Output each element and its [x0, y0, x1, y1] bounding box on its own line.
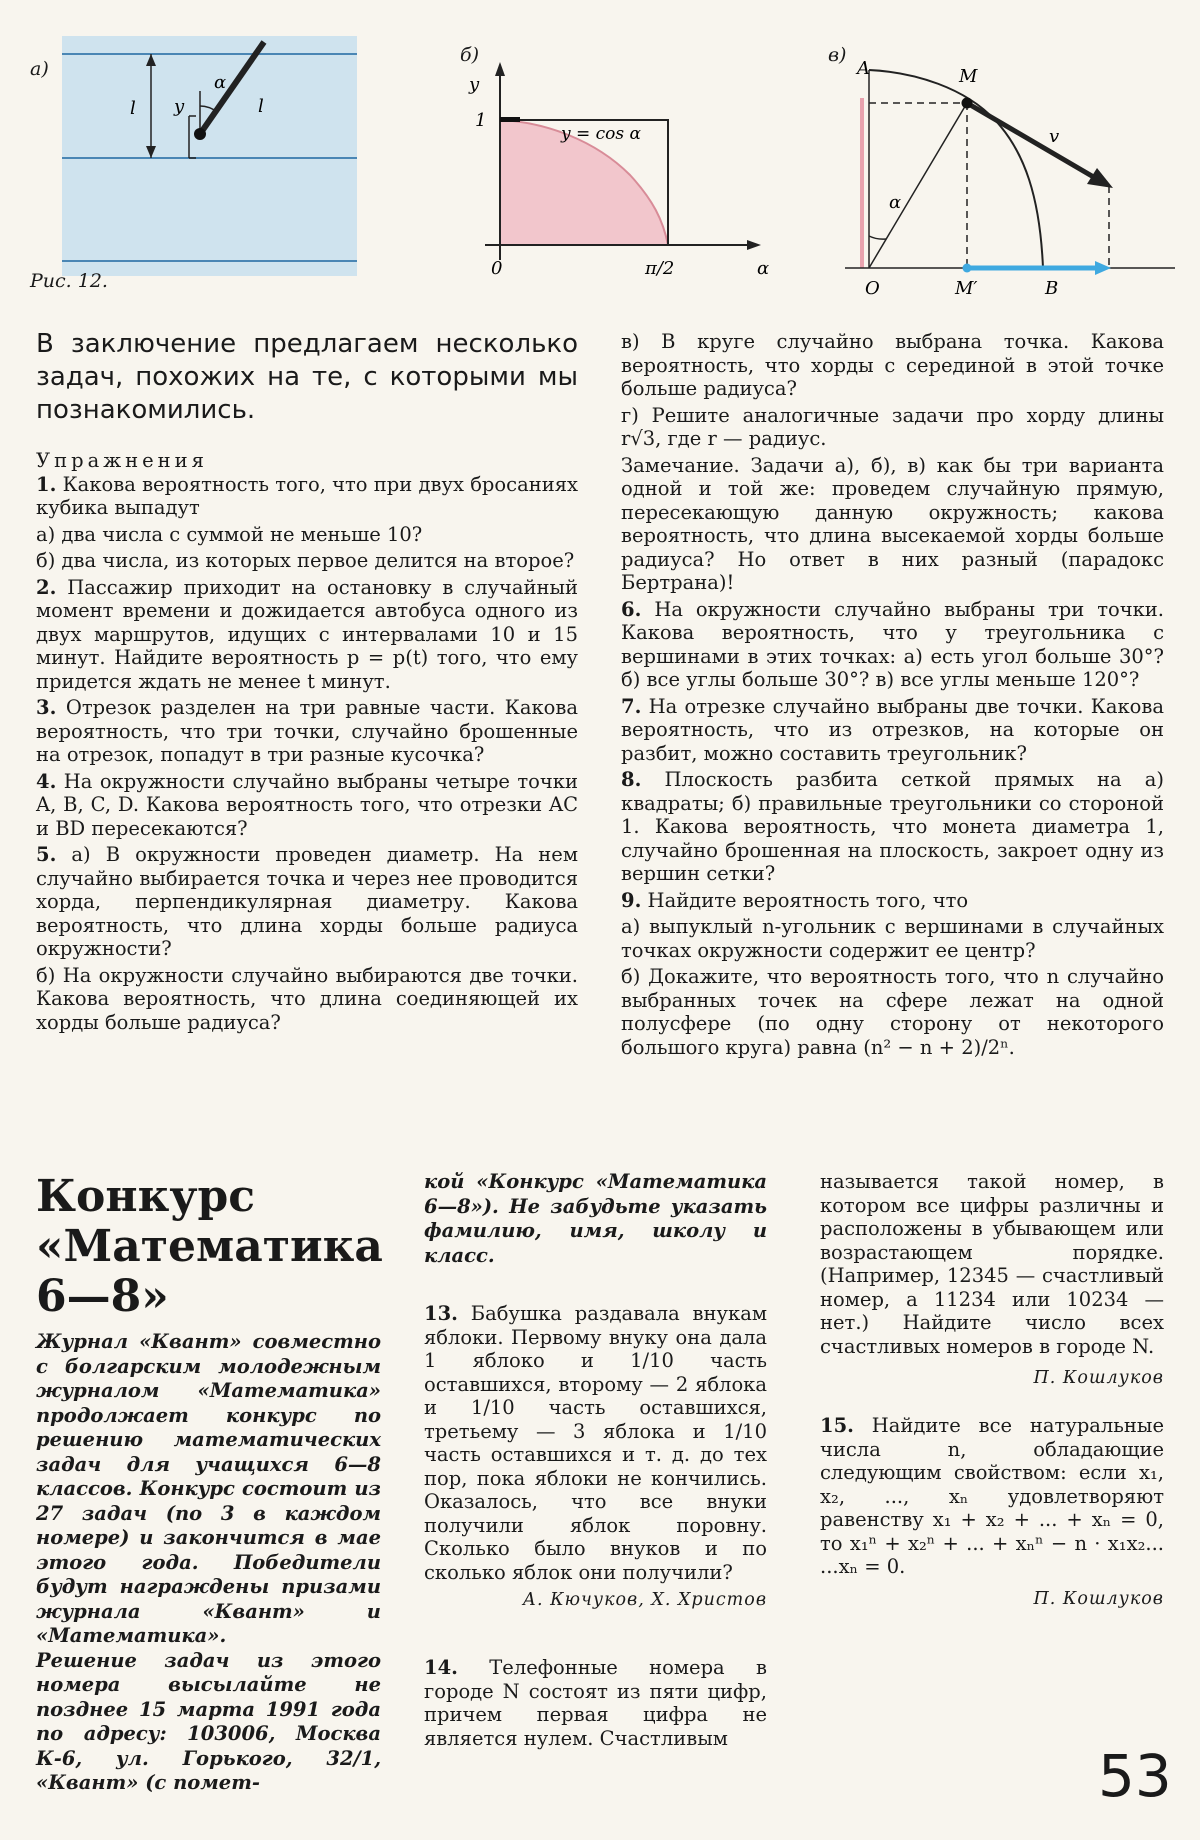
curve-label: y = cos α [561, 124, 642, 144]
exercise-text: б) два числа, из которых первое делится на второе? [36, 549, 575, 572]
figure-a-pendulum [62, 36, 357, 276]
exercise-paragraph [621, 695, 1164, 766]
intro-paragraph: В заключение предлагаем несколько задач, похожих на те, с которыми мы познакомились. [36, 329, 578, 425]
exercise-list-left [36, 473, 578, 1035]
exercise-list-right [621, 330, 1164, 1059]
exercise-paragraph [621, 965, 1164, 1059]
exercise-paragraph [621, 598, 1164, 692]
figure-a-label: а) [30, 58, 49, 80]
contest-column-3 [820, 1170, 1164, 1609]
exercise-text: б) На окружности случайно выбираются две точки. Какова вероятность, что длина соединяющей их хорды больше радиуса? [36, 963, 578, 1034]
exercise-number: 6. [621, 597, 642, 621]
symbol-l: l [130, 98, 136, 119]
exercise-paragraph [621, 330, 1164, 401]
tick-mark-1 [500, 117, 520, 122]
contest-announcement: Журнал «Квант» совместно с болгарским молодежным журналом «Математика» продолжает конкурс по решению математических задач для учащихся 6—8 классов. Конкурс состоит из 27 задач (по 3 в каждом номере) и закончится в мае этого года. Победители будут награждены призами журнала «Квант» и «Математика». [36, 1330, 381, 1647]
exercise-text: а) В окружности проведен диаметр. На нем случайно выбирается точка и через нее проводится хорда, перпендикулярная диаметру. Какова вероятность, что длина хорды больше радиуса окружности? [36, 843, 578, 960]
exercise-number: 4. [36, 769, 57, 793]
problem-text: Найдите все натуральные числа n, обладающие следующим свойством: если x₁, x₂, ..., xₙ удовлетворяют равенству x₁ + x₂ + ... + xₙ = 0, то x₁ⁿ + x₂ⁿ + ... + xₙⁿ − n · x₁x₂... ...xₙ = 0. [820, 1414, 1164, 1578]
exercise-number: 9. [621, 888, 642, 912]
point-O-label: O [865, 278, 880, 298]
figure-c-geometry [835, 58, 1180, 298]
exercise-text: г) Решите аналогичные задачи про хорду длины r√3, где r — радиус. [621, 403, 1164, 450]
contest-title [36, 1172, 381, 1322]
exercise-paragraph [621, 889, 1164, 913]
velocity-vector [967, 103, 1097, 179]
tick-label-0: 0 [491, 258, 503, 279]
exercise-text: а) два числа с суммой не меньше 10? [36, 522, 423, 546]
exercise-number: 7. [621, 694, 642, 718]
contest-address-continued: кой «Конкурс «Математика 6—8»). Не забудьте указать фамилию, имя, школу и класс. [424, 1170, 767, 1267]
x-axis-label: α [757, 258, 770, 279]
exercise-paragraph [36, 576, 578, 694]
problem-13-author: А. Кючуков, Х. Христов [522, 1590, 767, 1610]
pivot-dot [194, 128, 206, 140]
point-A-label: A [857, 58, 870, 79]
exercise-text: Найдите вероятность того, что [641, 888, 969, 912]
problem-number: 15. [820, 1414, 854, 1437]
exercise-paragraph [36, 523, 578, 547]
point-M-prime [963, 264, 972, 273]
left-column [36, 328, 578, 1037]
exercise-text: Замечание. Задачи а), б), в) как бы три варианта одной и той же: проведем случайную прямую, пересекающую данную окружность; какова вероятность, что длина высекаемой хорды больше радиуса? Но ответ в них разный (парадокс Бертрана)! [621, 453, 1164, 594]
exercise-paragraph [36, 843, 578, 961]
figure-a-background [62, 36, 357, 276]
angle-alpha-label: α [889, 192, 902, 213]
problem-14 [424, 1656, 767, 1750]
right-column [621, 330, 1164, 1062]
point-M-label: M [959, 66, 978, 87]
symbol-y: y [174, 96, 185, 117]
exercise-text: Какова вероятность того, что при двух бросаниях кубика выпадут [36, 472, 578, 519]
y-axis-label: y [469, 74, 480, 95]
exercise-paragraph [36, 964, 578, 1035]
problem-text: Бабушка раздавала внукам яблоки. Первому внуку она дала 1 яблоко и 1/10 часть оставшихся, второму — 2 яблока и 1/10 часть оставшихся, третьему — 3 яблока и 1/10 часть оставшихся и т. д. до тех пор, пока яблоки не кончились. Оказалось, что все внуки получили яблок поровну. Сколько было внуков и по сколько яблок они получили? [424, 1302, 767, 1584]
symbol-alpha: α [214, 72, 227, 93]
exercise-paragraph [621, 404, 1164, 451]
radius-OM [869, 103, 967, 268]
circle-arc [869, 70, 1043, 268]
exercise-paragraph [36, 473, 578, 520]
exercise-paragraph [36, 696, 578, 767]
problem-number: 13. [424, 1302, 458, 1325]
exercise-number: 1. [36, 472, 57, 496]
exercise-text: На окружности случайно выбраны четыре точки A, B, C, D. Какова вероятность того, что отрезки AC и BD пересекаются? [36, 769, 578, 840]
problem-text: Телефонные номера в городе N состоят из пяти цифр, причем первая цифра не является нулем. Счастливым [424, 1656, 767, 1750]
symbol-l-needle: l [258, 96, 264, 117]
tick-label-1: 1 [475, 110, 487, 131]
contest-title-line: «Математика [36, 1221, 383, 1272]
exercise-text: Отрезок разделен на три равные части. Какова вероятность, что три точки, случайно брошенные на отрезок, попадут в три разные кусочка? [36, 696, 578, 766]
problem-15-author: П. Кошлуков [1033, 1588, 1164, 1609]
exercise-number: 2. [36, 575, 57, 599]
exercise-paragraph [36, 770, 578, 841]
problem-14-author: П. Кошлуков [1033, 1368, 1164, 1388]
problem-15 [820, 1414, 1164, 1579]
point-B-label: B [1045, 278, 1059, 298]
page-number: 53 [1098, 1742, 1172, 1810]
exercise-text: в) В круге случайно выбрана точка. Какова вероятность, что хорды с серединой в этой точке больше радиуса? [621, 330, 1164, 400]
figure-c-label: в) [828, 44, 847, 66]
exercise-text: Плоскость разбита сеткой прямых на а) квадраты; б) правильные треугольники со стороной 1. Какова вероятность, что монета диаметра 1, случайно брошенная на плоскость, закроет одну из вершин сетки? [621, 768, 1164, 885]
contest-address: Решение задач из этого номера высылайте не позднее 15 марта 1991 года по адресу: 103006, Москва К-6, ул. Горького, 32/1, «Квант» (с помет- [36, 1648, 381, 1794]
point-M-prime-label: M′ [955, 278, 978, 298]
velocity-arrowhead [1087, 168, 1113, 188]
exercise-number: 5. [36, 843, 57, 866]
figure-caption: Рис. 12. [30, 270, 108, 292]
exercise-paragraph [621, 915, 1164, 962]
exercise-text: б) Докажите, что вероятность того, что n случайно выбранных точек на сфере лежат на одной полусфере (по одну сторону от некоторого большого круга) равна (n² − n + 2)/2ⁿ. [621, 965, 1164, 1059]
problem-13 [424, 1302, 767, 1584]
contest-column-1 [36, 1172, 381, 1796]
problem-14-continued: называется такой номер, в котором все цифры различны и расположены в убывающем или возрастающем порядке. (Например, 12345 — счастливый номер, а 11234 или 10234 — нет.) Найдите число всех счастливых номеров в городе N. [820, 1170, 1164, 1358]
exercise-paragraph [621, 768, 1164, 886]
exercise-number: 8. [621, 768, 642, 791]
exercise-text: а) выпуклый n-угольник с вершинами в случайных точках окружности содержит ее центр? [621, 915, 1164, 962]
exercises-heading: Упражнения [36, 449, 208, 472]
point-M [962, 98, 973, 109]
exercise-paragraph [36, 549, 578, 573]
figure-b-label: б) [460, 44, 480, 66]
exercise-number: 3. [36, 696, 57, 719]
angle-arc-alpha [869, 236, 886, 239]
exercise-text: Пассажир приходит на остановку в случайный момент времени и дожидается автобуса одного из двух маршрутов, идущих с интервалами 10 и 15 минут. Найдите вероятность p = p(t) того, что ему придется ждать не менее t минут. [36, 575, 578, 693]
contest-title-line: Конкурс [36, 1171, 256, 1222]
exercise-text: На отрезке случайно выбраны две точки. Какова вероятность, что из отрезков, на которые он разбит, можно составить треугольник? [621, 694, 1164, 765]
contest-column-2 [424, 1170, 767, 1750]
tick-label-pi-half: π/2 [645, 258, 675, 279]
problem-number: 14. [424, 1656, 458, 1679]
velocity-label: v [1049, 126, 1060, 147]
exercise-paragraph [621, 454, 1164, 595]
figure-b-cosine-plot [455, 60, 795, 280]
exercise-text: На окружности случайно выбраны три точки. Какова вероятность, что у треугольника с вершинами в этих точках: а) есть угол больше 30°? б) все углы больше 30°? в) все углы меньше 120°? [621, 597, 1164, 691]
contest-title-line: 6—8» [36, 1271, 169, 1322]
